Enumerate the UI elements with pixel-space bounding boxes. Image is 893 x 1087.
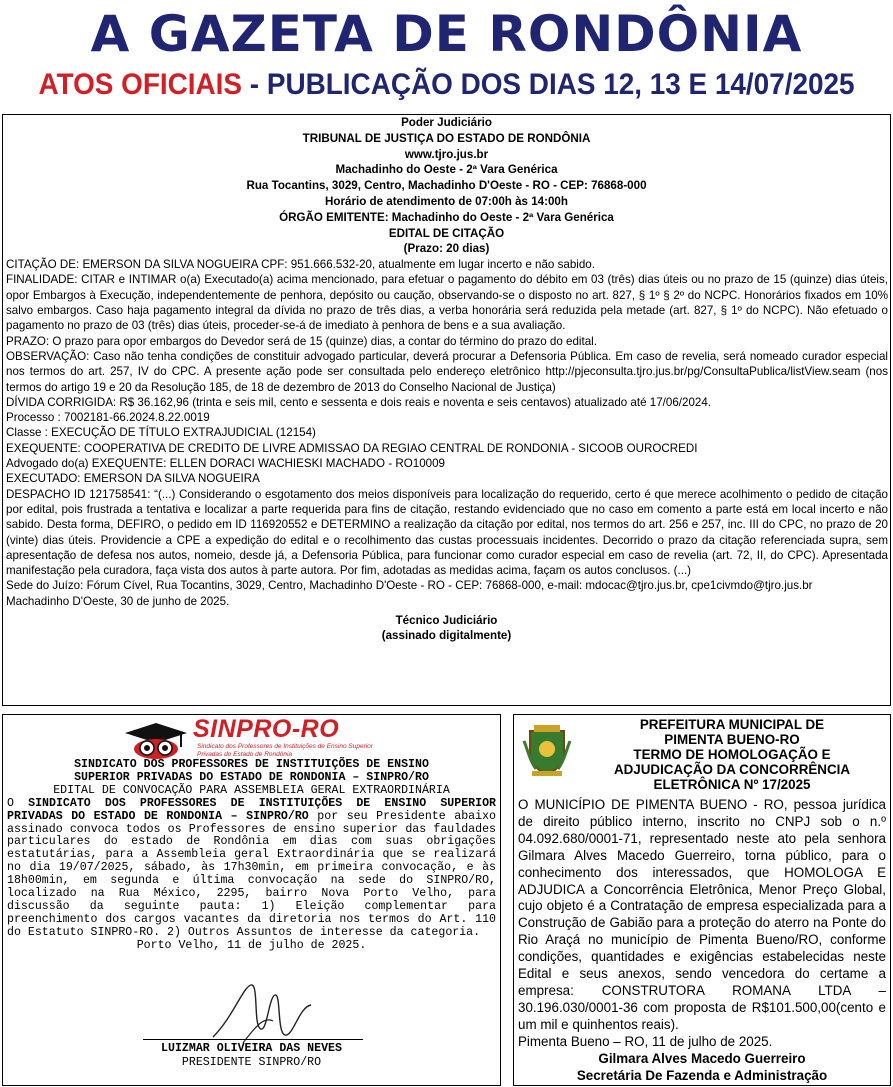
sinpro-subtitle: EDITAL DE CONVOCAÇÃO PARA ASSEMBLEIA GERAL EXTRAORDINÁRIA (53, 783, 450, 797)
edital-paragraph: Machadinho D'Oeste, 30 de junho de 2025. (6, 594, 230, 608)
masthead (0, 0, 893, 112)
edital-paragraph: Classe : EXECUÇÃO DE TÍTULO EXTRAJUDICIAL (12154) (6, 426, 316, 440)
header-line: ELETRÔNICA Nº 17/2025 (653, 777, 811, 792)
edital-body (3, 257, 890, 609)
edital-paragraph: EXEQUENTE: COOPERATIVA DE CREDITO DE LIVRE ADMISSAO DA REGIAO CENTRAL DE RONDONIA - SICOOB OUROCREDI (6, 441, 698, 455)
pimenta-header (574, 717, 890, 792)
sinpro-place-date: Porto Velho, 11 de julho de 2025. (136, 938, 367, 952)
graduation-owl-icon (123, 721, 189, 761)
publication-dates: - PUBLICAÇÃO DOS DIAS 12, 13 E 14/07/2025 (242, 68, 855, 101)
header-line: (Prazo: 20 dias) (403, 242, 490, 256)
edital-paragraph: OBSERVAÇÃO: Caso não tenha condições de constituir advogado particular, deverá procurar a Defensoria Pública. Em caso de revelia, será nomeado curador especial nos termos do art. 257, IV do CPC. A presente ação pode ser consultada pelo endereço eletrônico http://pjeconsulta.tjro.jus.br/pg/ConsultaPublica/listView.seam (nos termos do artigo 19 e 20 da Resolução 185, de 18 de dezembro de 2013 do Conselho Nacional de Justiça) (6, 349, 888, 394)
atos-oficiais-label: ATOS OFICIAIS (38, 68, 243, 101)
pimenta-body: O MUNICÍPIO DE PIMENTA BUENO - RO, pessoa jurídica de direito público interno, inscrito no CNPJ sob o n.º 04.092.680/0001-71, representado neste ato pela senhora Gilmara Alves Macedo Guerreiro, torna público, para o conhecimento dos interessados, que HOMOLOGA E ADJUDICA a Concorrência Eletrônica, Menor Preço Global, cujo objeto é a Contratação de empresa especializada para a Construção de Gabião para a proteção do aterro na Ponte do Rio Araçá no município de Pimenta Bueno/RO, conforme condições, quantidades e exigências estabelecidas neste Edital e seus anexos, sendo vencedora do certame a empresa: CONSTRUTORA ROMANA LTDA – 30.196.030/0001-36 com proposta de R$101.500,00(cento e um mil e quinhentos reais). (518, 797, 886, 1032)
edital-paragraph: Sede do Juízo: Fórum Cível, Rua Tocantins, 3029, Centro, Machadinho D'Oeste - RO - CEP: 76868-000, e-mail: mdocac@tjro.jus.br, cpe1civmdo@tjro.jus.br (6, 579, 813, 593)
header-line: Poder Judiciário (401, 116, 492, 129)
pimenta-place-date: Pimenta Bueno – RO, 11 de julho de 2025. (518, 1033, 773, 1049)
sinpro-body-prefix: O (7, 796, 29, 810)
newspaper-title: A GAZETA DE RONDÔNIA (90, 5, 803, 63)
edital-paragraph: PRAZO: O prazo para opor embargos do Devedor será de 15 (quinze) dias, a contar do término do prazo do edital. (6, 334, 597, 348)
sinpro-logo-text: SINPRO-RO (193, 715, 340, 743)
sinpro-title: SINDICATO DOS PROFESSORES DE INSTITUIÇÕES DE ENSINO SUPERIOR PRIVADAS DO ESTADO DE RONDONIA – SINPRO/RO (74, 758, 429, 784)
header-line: PREFEITURA MUNICIPAL DE (639, 717, 825, 732)
publication-line (31, 64, 861, 106)
edital-paragraph: DESPACHO ID 121758541: “(...) Considerando o esgotamento dos meios disponíveis para localização do requerido, certo é que merece acolhimento o pedido de citação por edital, pois frustrada a tentativa e localizar a parte requerida para fins de citação, restando evidenciado que no caso em comento a parte está em local incerto e não sabido. Desta forma, DEFIRO, o pedido em ID 116920552 e DETERMINO a realização da citação por edital, nos termos do art. 256 e 257, inc. III do CPC, no prazo de 20 (vinte) dias úteis. Providencie a CPE a expedição do edital e o recolhimento das custas processuais incidentes. Decorrido o prazo da citação referenciada supra, sem apresentação de defesa nos autos, nomeio, desde já, a Defensoria Pública, para funcionar como curador especial em caso de revelia (art. 72, II, do CPC). Apresentada manifestação pela curadora, faça vista dos autos à parte autora. Por fim, adotadas as medidas acima, façam os autos conclusos. (...) (6, 487, 888, 578)
sinpro-text (3, 759, 500, 953)
header-line: EDITAL DE CITAÇÃO (388, 226, 505, 240)
signature-title: Técnico Judiciário (395, 614, 498, 627)
sinpro-box (2, 714, 501, 1086)
edital-paragraph: DÍVIDA CORRIGIDA: R$ 36.162,96 (trinta e seis mil, cento e sessenta e dois reais e noventa e seis centavos) atualizado até 17/06/2024. (6, 395, 712, 409)
pimenta-body-block (518, 797, 886, 1084)
pimenta-role: Secretária De Fazenda e Administração (576, 1067, 828, 1083)
header-line: Machadinho do Oeste - 2ª Vara Genérica (335, 163, 558, 177)
header-line: TERMO DE HOMOLOGAÇÃO E (633, 747, 831, 762)
pimenta-bueno-box (513, 714, 891, 1086)
sinpro-body (3, 798, 500, 940)
header-line: www.tjro.jus.br (404, 147, 489, 161)
municipal-coat-of-arms-icon (522, 721, 572, 779)
header-line: ÓRGÃO EMITENTE: Machadinho do Oeste - 2ª Vara Genérica (279, 210, 614, 224)
edital-paragraph: FINALIDADE: CITAR e INTIMAR o(a) Executado(a) acima mencionado, para efetuar o pagamento do débito em 03 (três) dias úteis ou no prazo de 15 (quinze) dias úteis, opor Embargos à Execução, independentemente de penhora, depósito ou caução, observando-se o disposto no art. 827, § 1º § 2º do NCPC. Honorários fixados em 10% salvo embargos. Caso haja pagamento integral da dívida no prazo de três dias, a verba honorária será reduzida pela metade (art. 827, § 1º do NCPC). Não efetuado o pagamento no prazo de 03 (três) dias úteis, proceder-se-á de imediato à penhora de bens e a sua avaliação. (6, 273, 888, 333)
edital-paragraph: CITAÇÃO DE: EMERSON DA SILVA NOGUEIRA CPF: 951.666.532-20, atualmente em lugar incerto e não sabido. (6, 258, 595, 272)
header-line: Horário de atendimento de 07:00h às 14:00h (325, 194, 568, 208)
sinpro-role: PRESIDENTE SINPRO/RO (181, 1056, 322, 1069)
sinpro-body-rest: por seu Presidente abaixo assinado convoca todos os Professores de ensino superior das fauldades particulares do estado de Rondônia em dias com suas obrigações estatutárias, para a Assembleia geral Extraordinária que se realizará no dia 19/07/2025, sábado, às 17h30min, em primeira convocação, e às 18h00min, em segunda e última convocação na sede do SINPRO/RO, localizado na Rua México, 2295, bairro Nova Porto Velho, para discussão da seguinte pauta: 1) Eleição complementar para preenchimento dos cargos vacantes da diretoria nos termos do Art. 110 do Estatuto SINPRO-RO. 2) Outros Assuntos de interesse da categoria. (7, 809, 496, 939)
edital-header (3, 115, 890, 257)
edital-paragraph: Advogado do(a) EXEQUENTE: ELLEN DORACI WACHIESKI MACHADO - RO10009 (6, 457, 445, 471)
edital-paragraph: EXECUTADO: EMERSON DA SILVA NOGUEIRA (6, 472, 260, 486)
sinpro-signer: LUIZMAR OLIVEIRA DAS NEVES (161, 1042, 342, 1055)
edital-signature (3, 613, 890, 644)
header-line: Rua Tocantins, 3029, Centro, Machadinho D'Oeste - RO - CEP: 76868-000 (246, 179, 647, 193)
signature-note: (assinado digitalmente) (381, 629, 512, 643)
sinpro-body-bold: SINDICATO DOS PROFESSORES DE INSTITUIÇÕES DE ENSINO SUPERIOR PRIVADAS DO ESTADO DE RONDONIA – SINPRO/RO (7, 796, 496, 823)
edital-paragraph: Processo : 7002181-66.2024.8.22.0019 (6, 411, 210, 425)
handwritten-signature (203, 977, 323, 1047)
edital-citacao-box (2, 114, 891, 706)
pimenta-signer: Gilmara Alves Macedo Guerreiro (598, 1050, 806, 1066)
header-line: PIMENTA BUENO-RO (664, 732, 800, 747)
signature-line (143, 1039, 363, 1040)
header-line: TRIBUNAL DE JUSTIÇA DO ESTADO DE RONDÔNIA (302, 131, 591, 145)
sinpro-logo-subtitle: Sindicato dos Professores de Instituições de Ensino Superior Privadas do Estado de Rondônia (197, 743, 373, 758)
header-line: ADJUDICAÇÃO DA CONCORRÊNCIA (613, 762, 851, 777)
